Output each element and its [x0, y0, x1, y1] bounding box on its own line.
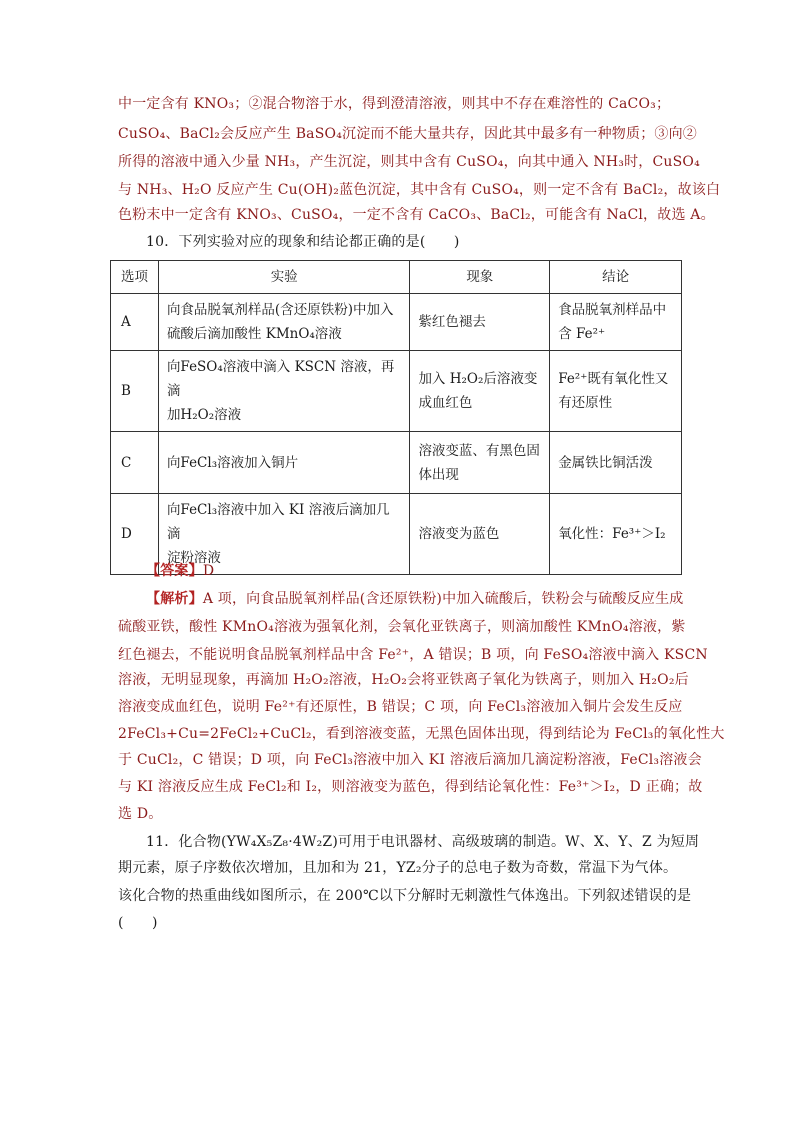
answer-label: 【答案】 — [146, 563, 203, 579]
header-experiment: 实验 — [158, 261, 410, 294]
experiment-line: 向食品脱氧剂样品(含还原铁粉)中加入 — [166, 302, 394, 318]
question-10-table — [110, 260, 682, 575]
row-option: C — [111, 432, 159, 494]
header-conclusion: 结论 — [550, 261, 682, 294]
phenomenon-line: 加入 H₂O₂后溶液变 — [418, 371, 538, 387]
conclusion-line: 氧化性：Fe³⁺＞I₂ — [558, 526, 666, 542]
experiment-line: 向FeCl₃溶液加入铜片 — [166, 454, 299, 471]
question-11-line-3: 该化合物的热重曲线如图所示，在 200℃以下分解时无刺激性气体逸出。下列叙述错误的是 — [118, 888, 692, 904]
experiment-line: 向FeSO₄溶液中滴入 KSCN 溶液，再滴 — [166, 359, 395, 399]
answer-value: D — [202, 563, 215, 579]
top-paragraph-line-4: 与 NH₃、H₂O 反应产生 Cu(OH)₂蓝色沉淀，其中含有 CuSO₄，则一定不含有 BaCl₂，故该白 — [118, 182, 721, 198]
question-11-line-1: 11．化合物(YW₄X₅Z₈·4W₂Z)可用于电讯器材、高级玻璃的制造。W、X、Y、Z 为短周 — [146, 834, 700, 850]
answer-line — [146, 561, 706, 581]
analysis-line-9: 选 D。 — [118, 806, 163, 822]
top-paragraph-line-2: CuSO₄、BaCl₂会反应产生 BaSO₄沉淀而不能大量共存，因此其中最多有一种物质；③向② — [118, 126, 698, 142]
row-option: A — [111, 294, 159, 351]
conclusion-line: 含 Fe²⁺ — [558, 326, 606, 342]
row-option: D — [111, 494, 159, 575]
experiment-line: 硫酸后滴加酸性 KMnO₄溶液 — [166, 326, 342, 342]
experiment-line: 淀粉溶液 — [166, 550, 221, 566]
analysis-line-6: 2FeCl₃+Cu=2FeCl₂+CuCl₂，看到溶液变蓝，无黑色固体出现，得到结论为 FeCl₃的氧化性大 — [118, 726, 725, 742]
phenomenon-line: 溶液变蓝、有黑色固 — [418, 442, 540, 459]
row-experiment — [158, 432, 410, 494]
analysis-text: A 项，向食品脱氧剂样品(含还原铁粉)中加入硫酸后，铁粉会与硫酸反应生成 — [202, 591, 684, 607]
row-phenomenon — [410, 351, 550, 432]
row-phenomenon — [410, 432, 550, 494]
experiment-line: 向FeCl₃溶液中加入 KI 溶液后滴加几滴 — [166, 502, 390, 542]
row-option: B — [111, 351, 159, 432]
phenomenon-line: 成血红色 — [418, 395, 473, 411]
top-paragraph-line-3: 所得的溶液中通入少量 NH₃，产生沉淀，则其中含有 CuSO₄，向其中通入 NH₃时，CuSO₄ — [118, 154, 700, 170]
table-row — [111, 351, 682, 432]
row-phenomenon — [410, 294, 550, 351]
header-option: 选项 — [111, 261, 159, 294]
top-paragraph-line-1: 中一定含有 KNO₃；②混合物溶于水，得到澄清溶液，则其中不存在难溶性的 CaCO₃； — [118, 96, 671, 112]
analysis-line-5: 溶液变成血红色，说明 Fe²⁺有还原性，B 错误；C 项，向 FeCl₃溶液加入铜片会发生反应 — [118, 699, 683, 715]
analysis-line-8: 与 KI 溶液反应生成 FeCl₂和 I₂，则溶液变为蓝色，得到结论氧化性：Fe³⁺＞I₂，D 正确；故 — [118, 779, 703, 795]
analysis-label: 【解析】 — [146, 591, 203, 607]
conclusion-line: 食品脱氧剂样品中 — [558, 302, 667, 318]
conclusion-line: 金属铁比铜活泼 — [558, 454, 653, 471]
table-row — [111, 432, 682, 494]
experiment-line: 加H₂O₂溶液 — [166, 407, 242, 423]
row-conclusion — [550, 351, 682, 432]
question-10-stem: 10．下列实验对应的现象和结论都正确的是( ) — [146, 234, 460, 250]
question-11-line-4: ( ) — [118, 915, 158, 931]
analysis-line-3: 红色褪去，不能说明食品脱氧剂样品中含 Fe²⁺，A 错误；B 项，向 FeSO₄溶液中滴入 KSCN — [118, 647, 708, 663]
conclusion-line: 有还原性 — [558, 395, 613, 411]
phenomenon-line: 体出现 — [418, 466, 459, 483]
row-experiment — [158, 351, 410, 432]
analysis-line-7: 于 CuCl₂，C 错误；D 项，向 FeCl₃溶液中加入 KI 溶液后滴加几滴淀粉溶液，FeCl₃溶液会 — [118, 752, 702, 768]
analysis-line-2: 硫酸亚铁，酸性 KMnO₄溶液为强氧化剂，会氧化亚铁离子，则滴加酸性 KMnO₄溶液，紫 — [118, 619, 686, 635]
row-conclusion — [550, 432, 682, 494]
top-paragraph-line-5: 色粉末中一定含有 KNO₃、CuSO₄，一定不含有 CaCO₃、BaCl₂，可能含有 NaCl，故选 A。 — [118, 207, 715, 223]
table-header-row — [111, 261, 682, 294]
conclusion-line: Fe²⁺既有氧化性又 — [558, 371, 669, 387]
row-conclusion — [550, 294, 682, 351]
header-phenomenon: 现象 — [410, 261, 550, 294]
analysis-line-1 — [146, 589, 684, 609]
question-11-line-2: 期元素，原子序数依次增加，且加和为 21，YZ₂分子的总电子数为奇数，常温下为气体。 — [118, 860, 678, 876]
row-experiment — [158, 294, 410, 351]
phenomenon-line: 溶液变为蓝色 — [418, 526, 500, 542]
phenomenon-line: 紫红色褪去 — [418, 314, 486, 330]
analysis-line-4: 溶液，无明显现象，再滴加 H₂O₂溶液，H₂O₂会将亚铁离子氧化为铁离子，则加入 H₂O₂后 — [118, 672, 689, 688]
table-row — [111, 294, 682, 351]
